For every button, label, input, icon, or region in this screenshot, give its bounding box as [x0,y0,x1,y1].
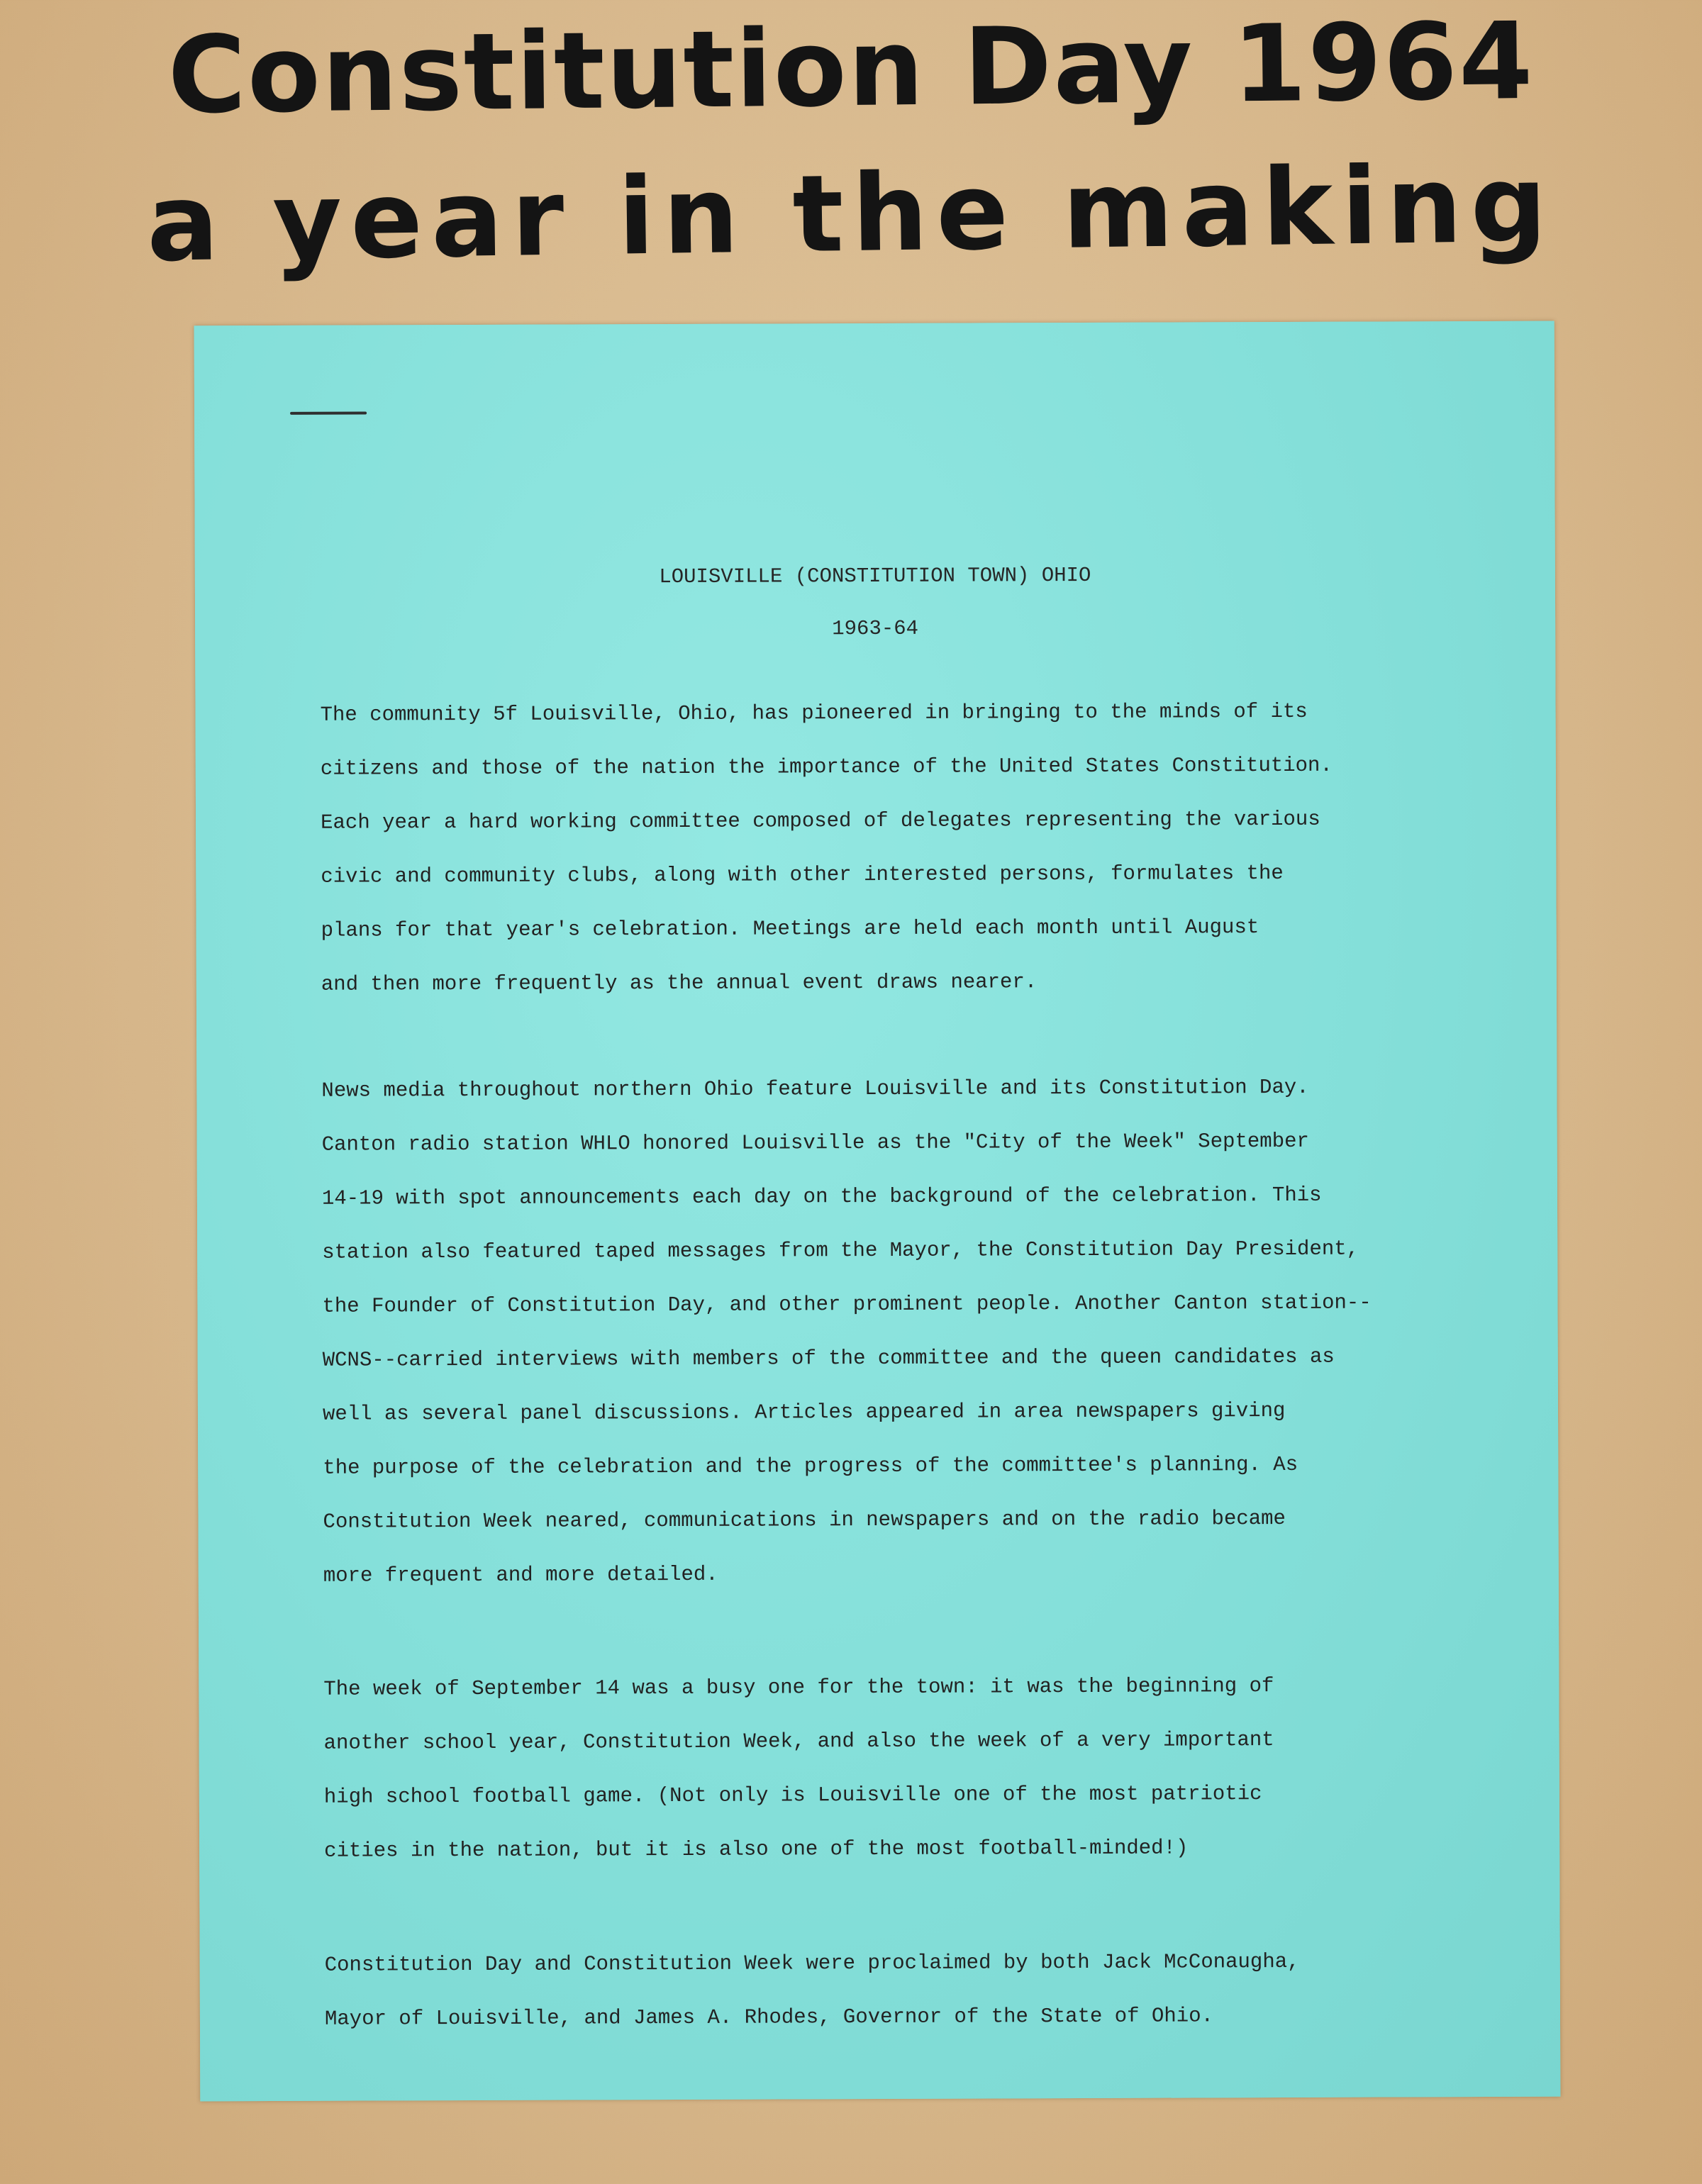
paragraph-line: 14-19 with spot announcements each day on the background of the celebration. This [321,1183,1322,1210]
staple-mark [290,412,367,415]
paragraph-line: Constitution Day and Constitution Week were proclaimed by both Jack McConaugha, [324,1949,1300,1977]
document-title: LOUISVILLE (CONSTITUTION TOWN) OHIO [659,563,1091,589]
paragraph-2 [321,1060,1501,1603]
paragraph-line: WCNS--carried interviews with members of the committee and the queen candidates as [322,1344,1335,1372]
document-date: 1963-64 [832,616,919,641]
paragraph-line: civic and community clubs, along with other interested persons, formulates the [321,861,1284,888]
paragraph-line: station also featured taped messages from the Mayor, the Constitution Day President, [322,1237,1359,1264]
paragraph-line: cities in the nation, but it is also one of the most football-minded!) [324,1836,1189,1863]
paragraph-line: News media throughout northern Ohio feature Louisville and its Constitution Day. [321,1075,1309,1103]
paragraph-line: more frequent and more detailed. [323,1562,718,1588]
paragraph-line: plans for that year's celebration. Meetings are held each month until August [321,915,1259,942]
paragraph-3 [323,1659,1459,1878]
paragraph-line: citizens and those of the nation the importance of the United States Constitution. [320,753,1333,781]
paragraph-line: Constitution Week neared, communications in newspapers and on the radio became [323,1506,1286,1534]
paragraph-line: high school football game. (Not only is Louisville one of the most patriotic [323,1782,1262,1809]
typed-document-sheet [194,321,1561,2102]
paragraph-line: another school year, Constitution Week, and also the week of a very important [323,1728,1274,1755]
paragraph-line: Canton radio station WHLO honored Louisville as the "City of the Week" September [321,1129,1309,1157]
handwritten-heading-line-2: a year in the making [145,143,1557,286]
paragraph-line: the purpose of the celebration and the progress of the committee's planning. As [323,1452,1298,1480]
paragraph-line: Each year a hard working committee composed of delegates representing the various [321,807,1320,835]
paragraph-line: the Founder of Constitution Day, and other prominent people. Another Canton station-- [322,1291,1372,1318]
paragraph-4 [325,1934,1460,2046]
paragraph-1 [320,684,1520,1012]
paragraph-line: The week of September 14 was a busy one for the town: it was the beginning of [323,1674,1274,1701]
handwritten-heading-line-1: Constitution Day 1964 [167,0,1535,138]
paragraph-line: The community 5f Louisville, Ohio, has pioneered in bringing to the minds of its [320,699,1308,727]
paragraph-line: and then more frequently as the annual event draws nearer. [321,970,1038,996]
paragraph-line: well as several panel discussions. Articles appeared in area newspapers giving [322,1398,1286,1426]
paragraph-line: Mayor of Louisville, and James A. Rhodes, Governor of the State of Ohio. [324,2004,1214,2031]
